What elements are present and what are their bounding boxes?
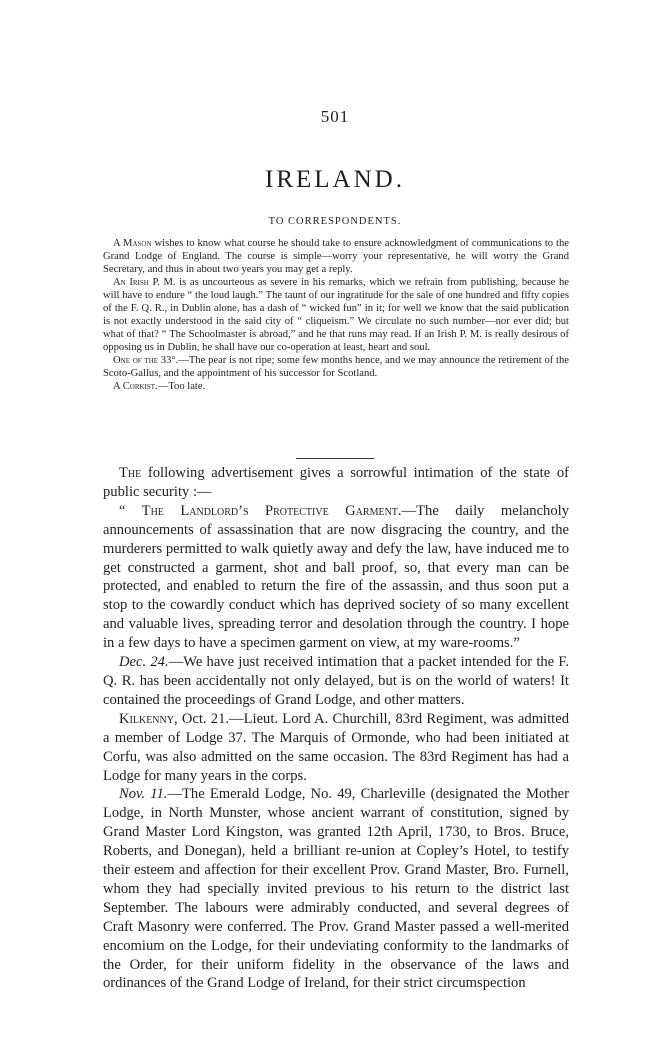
- paragraph-kilkenny: [103, 710, 569, 786]
- notice-corkist: [103, 380, 569, 393]
- paragraph-lead: “ The Landlord’s Protective Garment.: [119, 502, 402, 519]
- paragraph-nov-11: [103, 785, 569, 993]
- paragraph-lead: Nov. 11.: [119, 786, 168, 803]
- notice-lead: A Mason: [113, 238, 152, 249]
- page-number: 501: [320, 107, 350, 126]
- paragraph-lead: Kilkenny,: [119, 710, 178, 727]
- paragraph-dec-24: [103, 653, 569, 710]
- paragraph-text: —We have just received intimation that a packet intended for the F. Q. R. has been accidentally not only delayed, but is on the world of waters! It contained the proceedings of Grand Lodge, and other matters.: [103, 654, 569, 708]
- paragraph-text: following advertisement gives a sorrowful intimation of the state of public security :—: [103, 465, 569, 500]
- paragraph-lead: The: [119, 465, 142, 481]
- paragraph-advertisement-intro: [103, 464, 569, 502]
- paragraph-text: —The daily melancholy announcements of assassination that are now disgracing the country, and the murderers permitted to walk quietly away and defy the law, have induced me to get constructed a garment, shot and ball proof, so, that every man can be protected, and enabled to return the fire of the assassin, and thus soon put a stop to the cowardly conduct which has deprived society of so many excellent and valuable lives, spreading terror and desolation through the country. I hope in a few days to have a specimen garment on view, at my ware-rooms.”: [103, 502, 569, 652]
- notice-text: —The pear is not ripe; some few months hence, and we may announce the retirement of the Scoto-Gallus, and the appointment of his successor for Scotland.: [103, 355, 570, 379]
- notice-text: P. M. is as uncourteous as severe in his remarks, which we refrain from publishing, because he will have to endure “ the loud laugh.” The taunt of our ingratitude for the sale of one hundred and fifty copies of the F. Q. R., in Dublin alone, has a dash of “ wicked fun” in it; for well we know that the said publication is not exactly understood in the said city of “ cliqueism.” We circulate no such number—nor ever did; but what of that? “ The Schoolmaster is abroad,” and he that runs may read. If an Irish P. M. is really desirous of opposing us in Dublin, he shall have our co-operation at least, heart and soul.: [103, 277, 569, 353]
- notice-irish-pm: [103, 276, 569, 354]
- correspondents-heading: TO CORRESPONDENTS.: [268, 216, 402, 227]
- section-title: IRELAND.: [265, 166, 405, 193]
- correspondents-notices: [103, 237, 569, 393]
- paragraph-text: —The Emerald Lodge, No. 49, Charleville (designated the Mother Lodge, in North Munster, whose ancient warrant of constitution, signed by Grand Master Lord Kingston, was granted 12th April, 1730, to Bros. Bruce, Roberts, and Donegan), held a brilliant re-union at Copley’s Hotel, to testify their esteem and affection for their excellent Prov. Grand Master, Bro. Furnell, whom they had specially invited previous to his return to the district last September. The labours were admirably conducted, and several degrees of Craft Masonry were conferred. The Prov. Grand Master passed a well-merited encomium on the Lodge, for their undeviating conformity to the landmarks of the Order, for their uniform fidelity in the observance of the laws and ordinances of the Grand Lodge of Ireland, for their strict circumspection: [103, 786, 569, 992]
- paragraph-protective-garment: [103, 502, 569, 653]
- paragraph-text: Oct. 21.—Lieut. Lord A. Churchill, 83rd Regiment, was admitted a member of Lodge 37. The Marquis of Ormonde, who had been initiated at Corfu, was also admitted on the same occasion. The 83rd Regiment has had a Lodge for many years in the corps.: [103, 710, 569, 784]
- notice-text: wishes to know what course he should take to ensure acknowledgment of communications to the Grand Lodge of England. The course is simple—worry your representative, he will worry the Grand Secretary, and thus in about two years you may get a reply.: [103, 238, 569, 275]
- main-text: [103, 464, 569, 993]
- paragraph-lead: Dec. 24.: [119, 654, 169, 671]
- notice-33rd-degree: [103, 354, 569, 380]
- notice-lead: An Irish: [113, 277, 149, 288]
- notice-lead: One of the 33°.: [113, 355, 179, 366]
- notice-mason: [103, 237, 569, 276]
- section-divider: [296, 458, 374, 459]
- notice-text: —Too late.: [157, 381, 206, 392]
- notice-lead: A Corkist.: [113, 381, 158, 392]
